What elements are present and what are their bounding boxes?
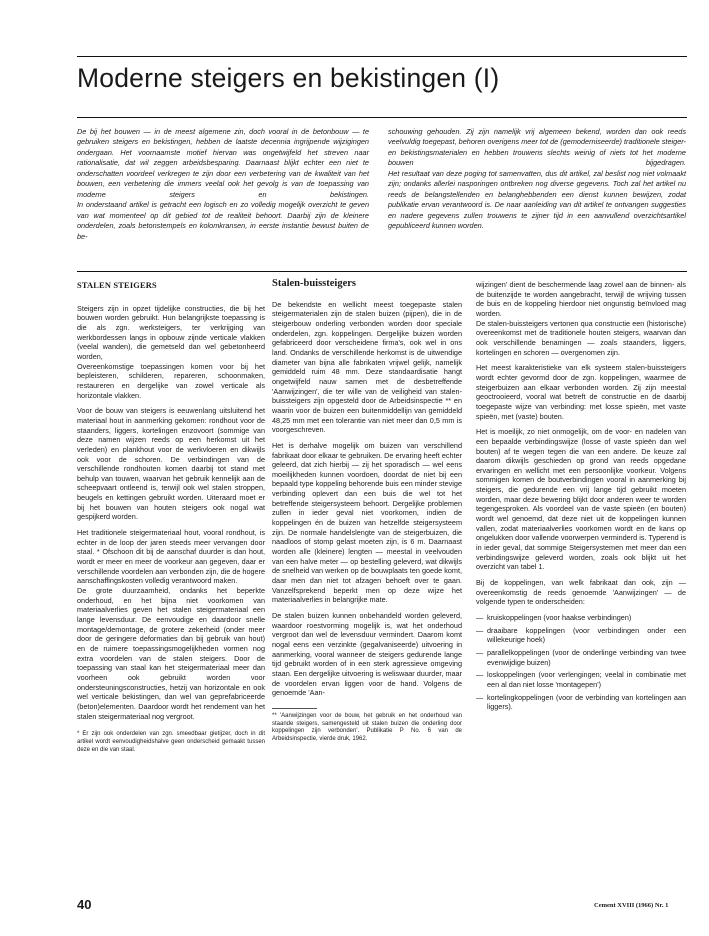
list-item: — loskoppelingen (voor verlengingen; veelal in combinatie met een al dan niet losse 'montagepen') [476,670,686,689]
section-heading: STALEN STEIGERS [77,281,157,290]
body-column-2 [272,280,462,744]
body-paragraph: Het is derhalve mogelijk om buizen van verschillend fabrikaat door elkaar te gebruiken. De ervaring heeft echter geleerd, dat zich hierbij — zij het sporadisch — wel eens moeilijkheden kunnen voordoen, doordat de niet bij een bepaald type koppeling behorende buis een minder stevige verbinding oplevert dan een buis die wel tot het betreffende steigersysteem behoort. Dergelijke problemen zullen in ieder geval niet voorkomen, indien de koppelingen én de buizen van hetzelfde steigersysteem zijn. De normale handelslengte van de steigerbuizen, die naadloos of stomp gelast moeten zijn, is 6 m. Daarnaast worden alle (kleinere) lengten — meestal in veelvouden van een halve meter — op bestelling geleverd, wat dikwijls de snelheid van werken op de bouwplaats ten goede komt, daar men dan niet tot afzagen behoeft over te gaan. Vanzelfsprekend beperkt men op deze wijze het materiaalverlies in belangrijke mate. [272,440,462,605]
body-paragraph: Voor de bouw van steigers is eeuwenlang uitsluitend het materiaal hout in aanmerking gekomen: rondhout voor de staanders, liggers, kortelingen enzovoort (sommige van deze namen wijzen reeds op een herkomst uit het verleden) en plankhout voor de werkvloeren en dikwijls ook voor de schoren. De verbindingen van de verschillende rondhouten komen daarbij tot stand met behulp van touwen, waarvan het gebruik kennelijk aan de scheepvaart ontleend is, terwijl ook wel stalen stroppen, beugels en kettingen gebruikt worden. Uiteraard moet er bij het bouwen van houten steigers ook nogal wat gespijkerd worden. [77,406,265,522]
intro-paragraph: De bij het bouwen — in de meest algemene zin, doch vooral in de betonbouw — te gebruiken steigers en bekistingen, hebben de laatste decennia ingrijpende wijzigingen ondergaan. Het voornaamste motief hiervan was ongetwijfeld het streven naar rationalisatie, dat wil zeggen arbeidsbesparing. Daarnaast blijkt echter een niet te onderschatten voordeel verkregen te zijn door een verbetering van de kwaliteit van het bouwen, een verbetering die immers veelal ook het gevolg is van de toepassing van moderne steigers en bekistingen. [77,127,369,199]
intro-left-column [77,127,369,242]
list-item: — draaibare koppelingen (voor verbindingen onder een willekeurige hoek) [476,626,686,645]
body-paragraph: Het meest karakteristieke van elk systeem stalen-buissteigers wordt echter gevormd door de zgn. koppelingen, waarmee de steigerbuizen aan elkaar verbonden worden. Zij zijn meestal geoctrooieerd, vooral wat betreft de constructie en de daarbij toegepaste wijze van verbinding: met losse spieën, met vaste spieën, met (vaste) bouten. [476,363,686,421]
body-paragraph: De bekendste en wellicht meest toegepaste stalen steigermaterialen zijn de stalen buizen (pijpen), die in de steigerbouw onderling verbonden worden door speciale onderdelen, zgn. koppelingen. Dergelijke buizen worden gefabriceerd door verscheidene firma's, ook wel in ons land. Ondanks de verschillende herkomst is de uitwendige diameter van bijna alle fabrikaten vrijwel gelijk, namelijk gemiddeld ruim 48 mm. Deze standaardisatie hangt ongetwijfeld nauw samen met de desbetreffende 'Aanwijzingen', die ter wille van de veiligheid van stalen-buissteigers zijn opgesteld door de Arbeidsinspectie ** en waarin voor de buizen een buitenmiddellijn van gemiddeld 48,25 mm met een tolerantie van niet meer dan 0,5 mm is voorgeschreven. [272,299,462,435]
footnote: ** 'Aanwijzingen voor de bouw, het gebruik en het onderhoud van staande steigers, samengesteld uit stalen buizen die onderling door koppelingen zijn verbonden'. Publikatie P No. 6 van de Arbeidsinspectie, vierde druk, 1962. [272,712,462,743]
intro-paragraph: Het resultaat van deze poging tot samenvatten, dus dit artikel, zal beslist nog niet volmaakt zijn; ondanks allerlei nasporingen ontbreken nog diverse gegevens. Toch zal het artikel nu reeds de belangstellenden en belanghebbenden een dienst kunnen bewijzen, zodat publikatie ervan verantwoord is. De naar aanleiding van dit artikel te ontvangen suggesties en nadere gegevens zullen trouwens te zijner tijd in een aanvullend overzichtsartikel gepubliceerd kunnen worden. [388,168,686,231]
coupling-types-list [476,613,686,712]
body-paragraph: De grote duurzaamheid, ondanks het beperkte onderhoud, en het bijna niet voorkomen van materiaalverlies geven het stalen steigermateriaal een lange levensduur. De eenvoudige en daardoor snelle montage/demontage, de grotere zekerheid (onder meer door de geringere deformaties dan bij gebruik van hout) en de ruimere toepassingsmogelijkheden vormen nog extra voordelen van de stalen steigers. Door de toepassing van staal kan het steigermateriaal meer dan voorheen ook gebruikt worden voor ondersteuningsconstructies, hetzij van horizontale en ook wel verticale bekistingen, dan wel van geprefabriceerde (beton)elementen. Daardoor wordt het rendement van het stalen steigermateriaal nog vergroot. [77,586,265,721]
body-paragraph: Bij de koppelingen, van welk fabrikaat dan ook, zijn — overeenkomstig de reeds genoemde 'Aanwijzingen' — de volgende typen te onderscheiden: [476,578,686,607]
body-paragraph: De stalen-buissteigers vertonen qua constructie een (historische) overeenkomst met de traditionele houten steigers, waarvan dan ook verschillende benamingen — zoals staanders, liggers, kortelingen en schoren — overgenomen zijn. [476,318,686,357]
article-title: Moderne steigers en bekistingen (I) [77,63,500,93]
page-number: 40 [77,897,92,912]
intro-paragraph: In onderstaand artikel is getracht een logisch en zo volledig mogelijk overzicht te geven van wat momenteel op dit gebied tot de realiteit behoort. Daarbij zijn de kleinere onderdelen, zoals betonstempels en kolomkransen, in eerste instantie bewust buiten de be- [77,200,369,241]
list-item: — kruiskoppelingen (voor haakse verbindingen) [476,613,686,623]
footnote: * Er zijn ook onderdelen van zgn. smeedbaar gietijzer, doch in dit artikel wordt eenvoudigheidshalve geen onderscheid gemaakt tussen deze en die van staal. [77,731,265,753]
section-rule [77,271,687,272]
journal-reference: Cement XVIII (1966) Nr. 1 [594,902,669,909]
body-paragraph: Het is moeilijk, zo niet onmogelijk, om de voor- en nadelen van een bepaalde verbindingswijze (losse of vaste spieën dan wel bouten) af te wegen tegen die van een andere. De keuze zal daarom dikwijls geschieden op grond van reeds opgedane ervaringen en wellicht met een persoonlijke voorkeur. Volgens sommigen komen de boutverbindingen vooral in aanmerking bij steigers, die gedurende een vrij lange tijd gebruikt moeten worden, maar deze bewering blijkt door anderen weer te worden tegengesproken. Als voordeel van de vaste spieën (en bouten) wordt wel genoemd, dat deze niet uit de koppelingen kunnen vallen, zodat materiaalverlies voorkomen wordt en de kans op ongelukken door vallende voorwerpen verminderd is. Typerend is in ieder geval, dat sommige Steigersystemen met meer dan een verbindingswijze geleverd worden, zoals ook blijkt uit het overzicht van tabel 1. [476,427,686,572]
list-item: — kortelingkoppelingen (voor de verbinding van kortelingen aan liggers). [476,693,686,712]
intro-paragraph: schouwing gehouden. Zij zijn namelijk vrij algemeen bekend, worden dan ook reeds veelvuldig toegepast, behoren overigens meer tot de (gemoderniseerde) traditionele steiger- en bekistingsmaterialen en hebben trouwens slechts weinig of niets tot het moderne bouwen bijgedragen. [388,127,686,168]
list-item: — parallelkoppelingen (voor de onderlinge verbinding van twee evenwijdige buizen) [476,648,686,667]
body-paragraph: Het traditionele steigermateriaal hout, vooral rondhout, is echter in de loop der jaren steeds meer vervangen door staal. * Ofschoon dit bij de aanschaf duurder is dan hout, wordt er meer en meer de voorkeur aan gegeven, daar er verschillende voordelen aan verbonden zijn, die de hogere aanschaffingskosten volledig verantwoord maken. [77,528,265,586]
body-paragraph: Steigers zijn in opzet tijdelijke constructies, die bij het bouwen worden gebruikt. Hun belangrijkste toepassing is die als zgn. werksteigers, ter verkrijging van werkbordessen langs in opbouw zijnde verticale vlakken (veelal wanden), die gemetseld dan wel gebetonheerd worden, [77,303,265,361]
body-column-1 [77,280,265,754]
body-paragraph: Overeenkomstige toepassingen komen voor bij het bepleisteren, schilderen, repareren, schoonmaken, restaureren en dergelijke van zowel verticale als horizontale vlakken. [77,361,265,400]
body-paragraph: wijzingen' dient de beschermende laag zowel aan de binnen- als de buitenzijde te worden aangebracht, terwijl de wrijving tussen de buis en de koppeling hierdoor niet ongunstig beïnvloed mag worden. [476,280,686,318]
footnote-rule [272,708,317,709]
top-rule [77,56,687,57]
intro-right-column [388,127,686,232]
title-rule [77,117,687,118]
body-paragraph: De stalen buizen kunnen onbehandeld worden geleverd, waardoor roestvorming mogelijk is, wat het onderhoud vergroot dan wel de levensduur vermindert. Daarom komt nogal eens een verzinkte (gegalvaniseerde) uitvoering in aanmerking, vooral wanneer de steigers gedurende lange tijd gebruikt worden of in een sterk agressieve omgeving staan. Een dergelijke uitvoering is weliswaar duurder, maar de voordelen ervan liggen voor de hand. Volgens de genoemde 'Aan- [272,611,462,698]
section-heading: Stalen-buissteigers [272,278,356,289]
body-column-3 [476,280,686,715]
